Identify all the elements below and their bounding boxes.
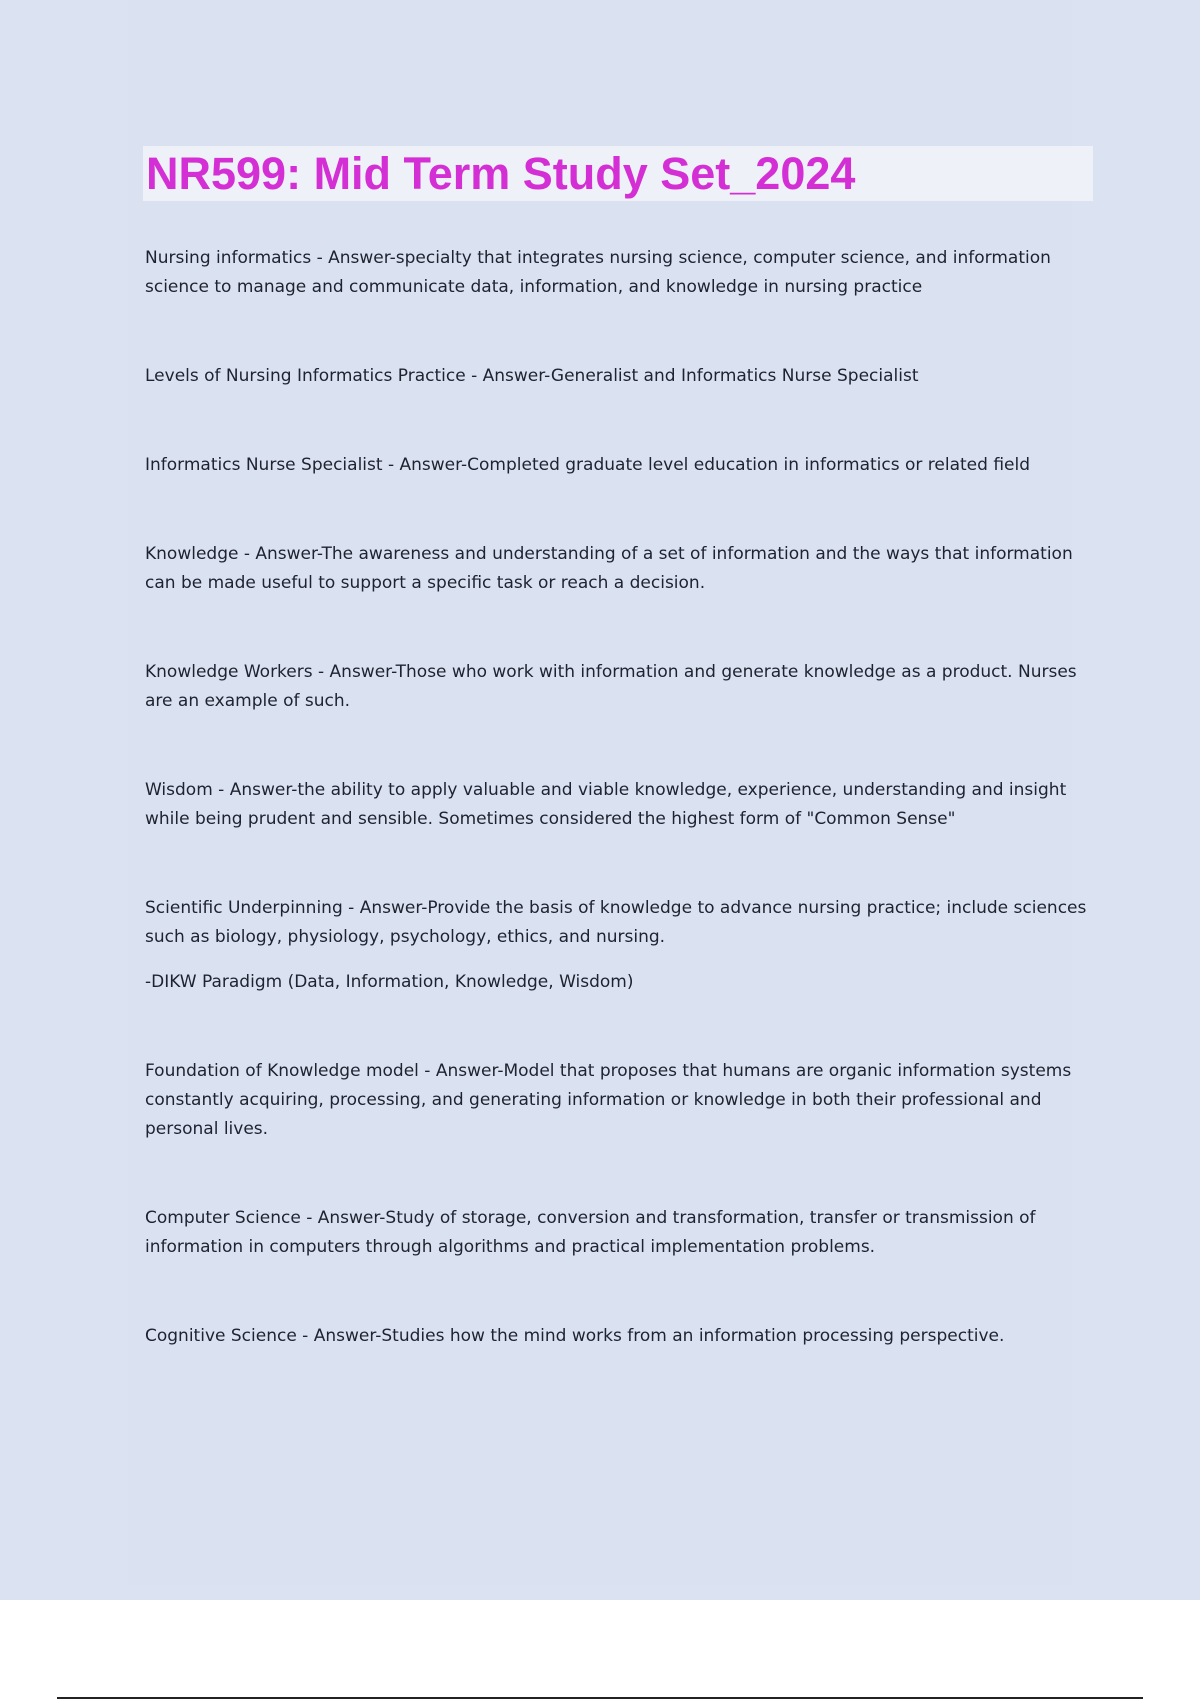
entry-text: Knowledge Workers - Answer-Those who work with information and generate knowledge as a product. Nurses are an example of such. xyxy=(145,662,1077,711)
entry-text: Cognitive Science - Answer-Studies how the mind works from an information processing perspective. xyxy=(145,1326,1005,1346)
study-entry xyxy=(145,894,1095,997)
study-entries xyxy=(145,244,1095,1411)
study-entry xyxy=(145,362,1095,391)
document-title: NR599: Mid Term Study Set_2024 xyxy=(146,148,856,199)
study-entry xyxy=(145,244,1095,302)
entry-text: Knowledge - Answer-The awareness and understanding of a set of information and the ways that information can be made useful to support a specific task or reach a decision. xyxy=(145,544,1073,593)
entry-text: Foundation of Knowledge model - Answer-Model that proposes that humans are organic information systems constantly acquiring, processing, and generating information or knowledge in both their professional and personal lives. xyxy=(145,1061,1072,1139)
study-entry xyxy=(145,540,1095,598)
entry-text: Wisdom - Answer-the ability to apply valuable and viable knowledge, experience, understanding and insight while being prudent and sensible. Sometimes considered the highest form of "Common Sense" xyxy=(145,780,1067,829)
study-entry xyxy=(145,658,1095,716)
study-entry xyxy=(145,776,1095,834)
entry-text: Computer Science - Answer-Study of storage, conversion and transformation, transfer or transmission of information in computers through algorithms and practical implementation problems. xyxy=(145,1208,1036,1257)
entry-note: -DIKW Paradigm (Data, Information, Knowledge, Wisdom) xyxy=(145,972,634,992)
entry-text: Scientific Underpinning - Answer-Provide the basis of knowledge to advance nursing practice; include sciences such as biology, physiology, psychology, ethics, and nursing. xyxy=(145,898,1087,947)
study-entry xyxy=(145,451,1095,480)
entry-text: Informatics Nurse Specialist - Answer-Completed graduate level education in informatics or related field xyxy=(145,455,1031,475)
entry-text: Nursing informatics - Answer-specialty that integrates nursing science, computer science, and information science to manage and communicate data, information, and knowledge in nursing practice xyxy=(145,248,1051,297)
study-entry xyxy=(145,1322,1095,1351)
study-entry xyxy=(145,1057,1095,1144)
entry-text: Levels of Nursing Informatics Practice - Answer-Generalist and Informatics Nurse Specialist xyxy=(145,366,919,386)
study-entry xyxy=(145,1204,1095,1262)
footer-divider xyxy=(57,1697,1143,1699)
